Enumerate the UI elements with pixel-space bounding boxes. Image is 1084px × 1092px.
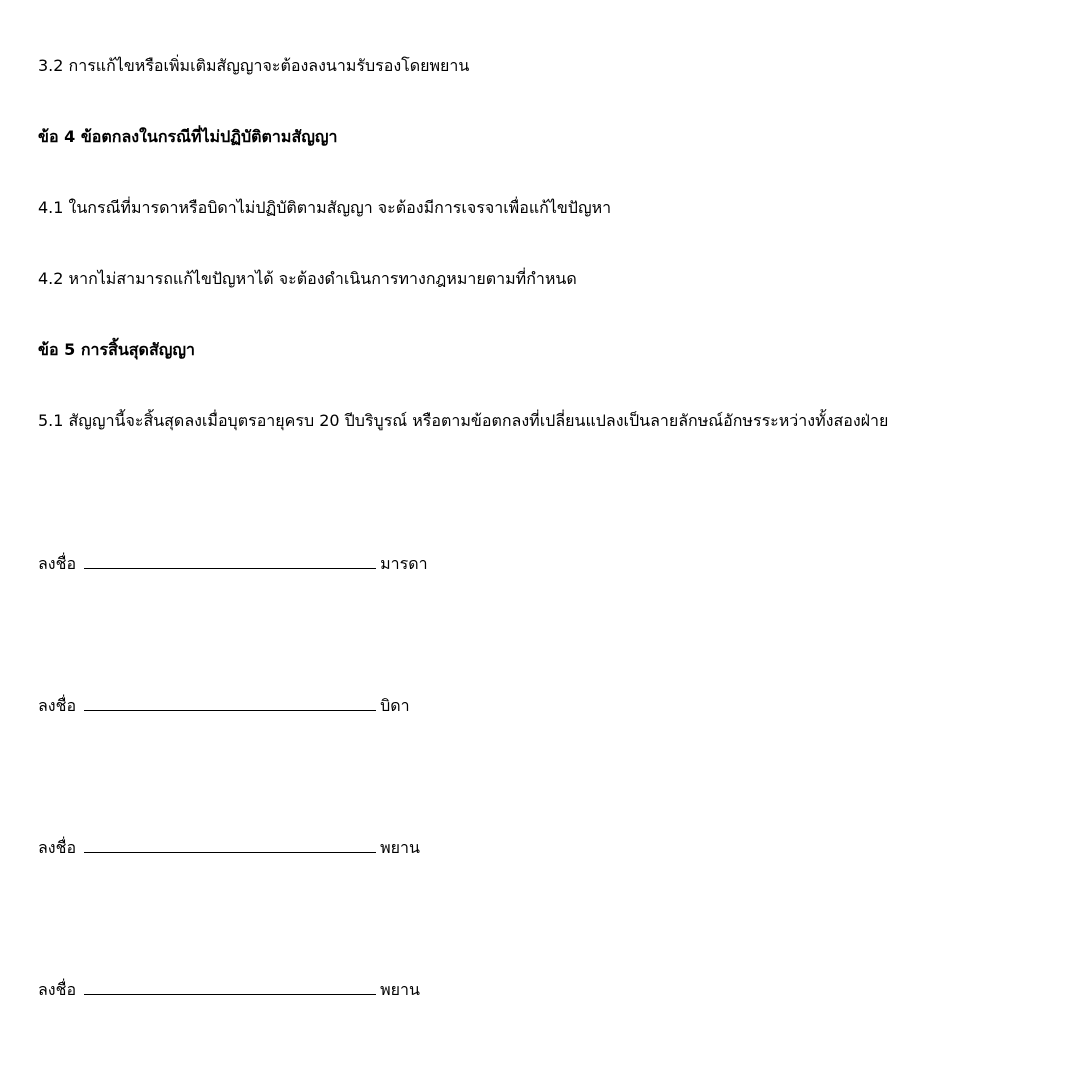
signature-label: ลงชื่อ — [38, 980, 77, 999]
signature-blank — [84, 836, 376, 853]
signature-label: ลงชื่อ — [38, 838, 77, 857]
heading-clause-5: ข้อ 5 การสิ้นสุดสัญญา — [38, 340, 195, 359]
signature-role: บิดา — [380, 696, 410, 715]
signature-blank — [84, 694, 376, 711]
signature-line-witness-1 — [38, 836, 420, 859]
signature-line-witness-2 — [38, 978, 420, 1001]
signature-blank — [84, 978, 376, 995]
signature-line-father — [38, 694, 410, 717]
signature-role: พยาน — [380, 980, 420, 999]
clause-5-1: 5.1 สัญญานี้จะสิ้นสุดลงเมื่อบุตรอายุครบ 20 ปีบริบูรณ์ หรือตามข้อตกลงที่เปลี่ยนแปลงเป็นลายลักษณ์อักษรระหว่างทั้งสองฝ่าย — [38, 411, 889, 430]
signature-line-mother — [38, 552, 428, 575]
signature-blank — [84, 552, 376, 569]
clause-4-1: 4.1 ในกรณีที่มารดาหรือบิดาไม่ปฏิบัติตามสัญญา จะต้องมีการเจรจาเพื่อแก้ไขปัญหา — [38, 198, 612, 217]
heading-clause-4: ข้อ 4 ข้อตกลงในกรณีที่ไม่ปฏิบัติตามสัญญา — [38, 127, 338, 146]
signature-role: พยาน — [380, 838, 420, 857]
clause-4-2: 4.2 หากไม่สามารถแก้ไขปัญหาได้ จะต้องดำเนินการทางกฎหมายตามที่กำหนด — [38, 269, 577, 288]
signature-label: ลงชื่อ — [38, 554, 77, 573]
signature-role: มารดา — [380, 554, 428, 573]
clause-3-2: 3.2 การแก้ไขหรือเพิ่มเติมสัญญาจะต้องลงนามรับรองโดยพยาน — [38, 56, 470, 75]
signature-label: ลงชื่อ — [38, 696, 77, 715]
